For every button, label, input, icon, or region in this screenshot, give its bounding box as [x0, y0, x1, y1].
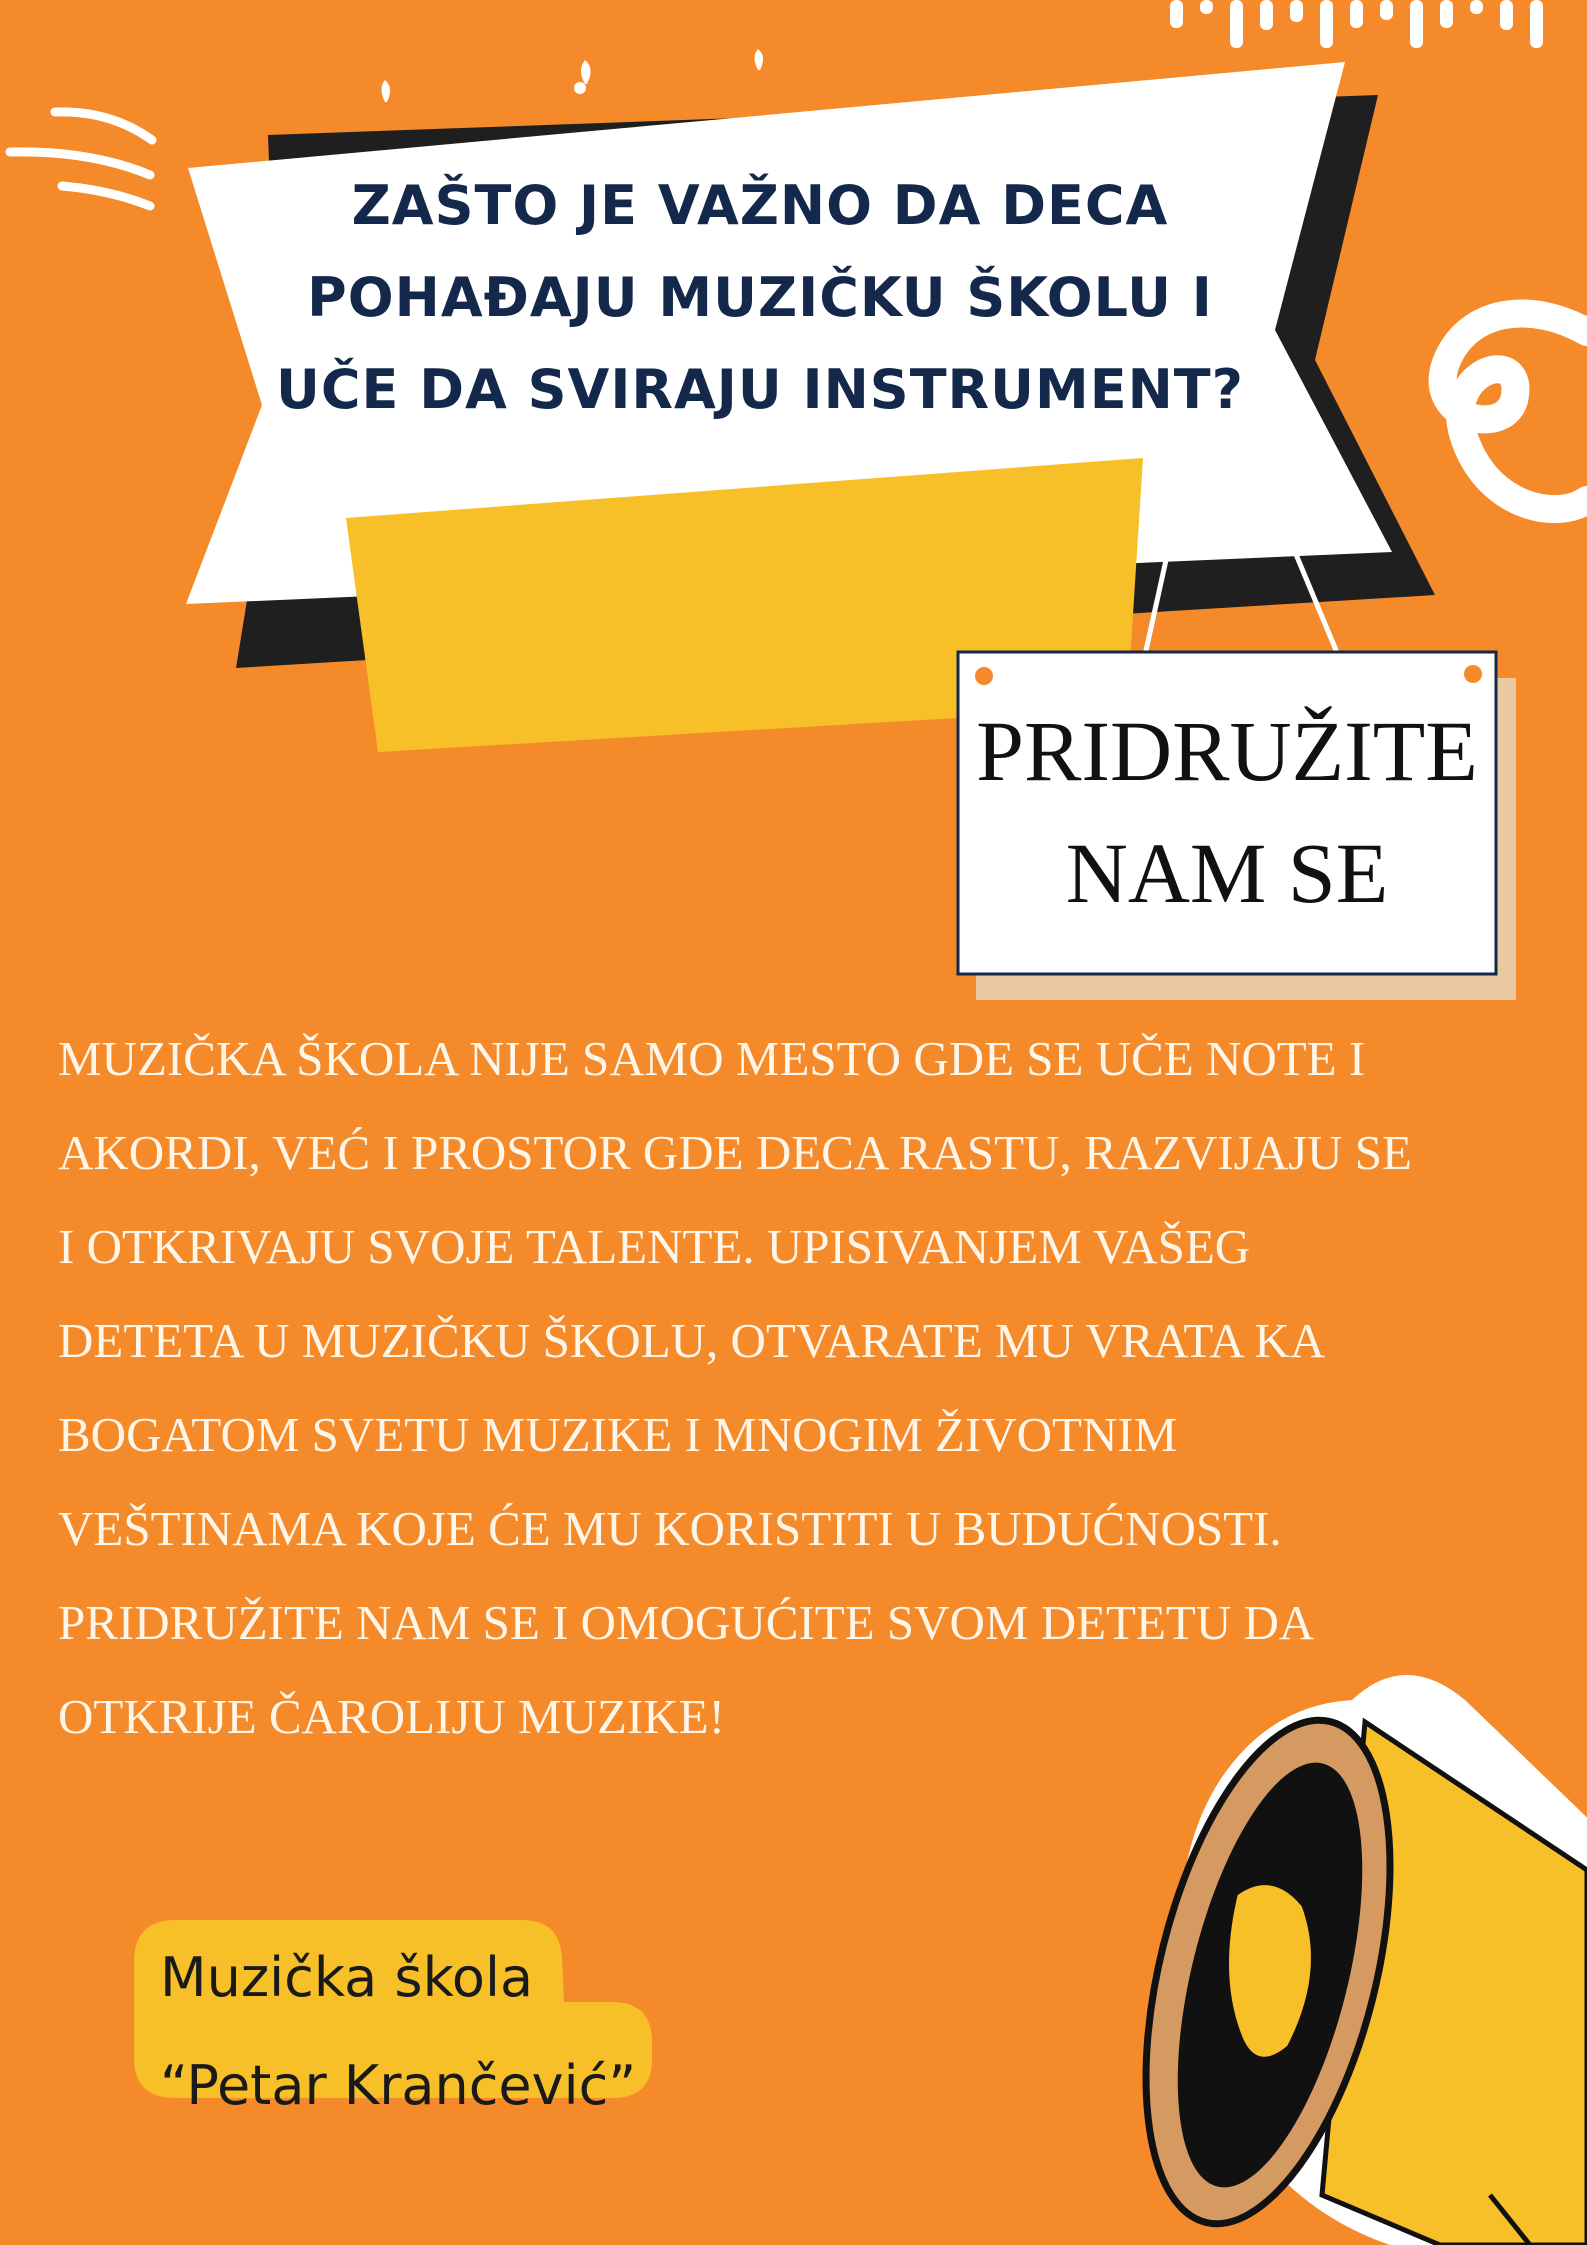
join-us-sign [958, 652, 1496, 972]
title-line-1: ZAŠTO JE VAŽNO DA DECA [351, 174, 1169, 237]
sign-line-1: PRIDRUŽITE [976, 703, 1478, 799]
title-line-2: POHAĐAJU MUZIČKU ŠKOLU I [307, 266, 1213, 329]
body-line-8: OTKRIJE ČAROLIJU MUZIKE! [58, 1689, 725, 1744]
body-line-7: PRIDRUŽITE NAM SE I OMOGUĆITE SVOM DETETU DA [58, 1595, 1315, 1650]
school-name-line-1: Muzička škola [160, 1946, 534, 2009]
banner-title [260, 160, 1260, 436]
sign-line-2: NAM SE [1065, 825, 1389, 921]
body-line-1: MUZIČKA ŠKOLA NIJE SAMO MESTO GDE SE UČE NOTE I [58, 1031, 1366, 1086]
body-line-5: BOGATOM SVETU MUZIKE I MNOGIM ŽIVOTNIM [58, 1407, 1178, 1462]
body-line-4: DETETA U MUZIČKU ŠKOLU, OTVARATE MU VRATA KA [58, 1313, 1326, 1368]
body-line-6: VEŠTINAMA KOJE ĆE MU KORISTITI U BUDUĆNOSTI. [58, 1501, 1282, 1556]
school-name-line-2: “Petar Krančević” [160, 2054, 637, 2117]
body-paragraph [58, 1012, 1558, 1764]
title-line-3: UČE DA SVIRAJU INSTRUMENT? [276, 358, 1244, 421]
school-name [160, 1924, 636, 2140]
body-line-3: I OTKRIVAJU SVOJE TALENTE. UPISIVANJEM VAŠEG [58, 1219, 1251, 1274]
body-line-2: AKORDI, VEĆ I PROSTOR GDE DECA RASTU, RAZVIJAJU SE [58, 1125, 1412, 1180]
